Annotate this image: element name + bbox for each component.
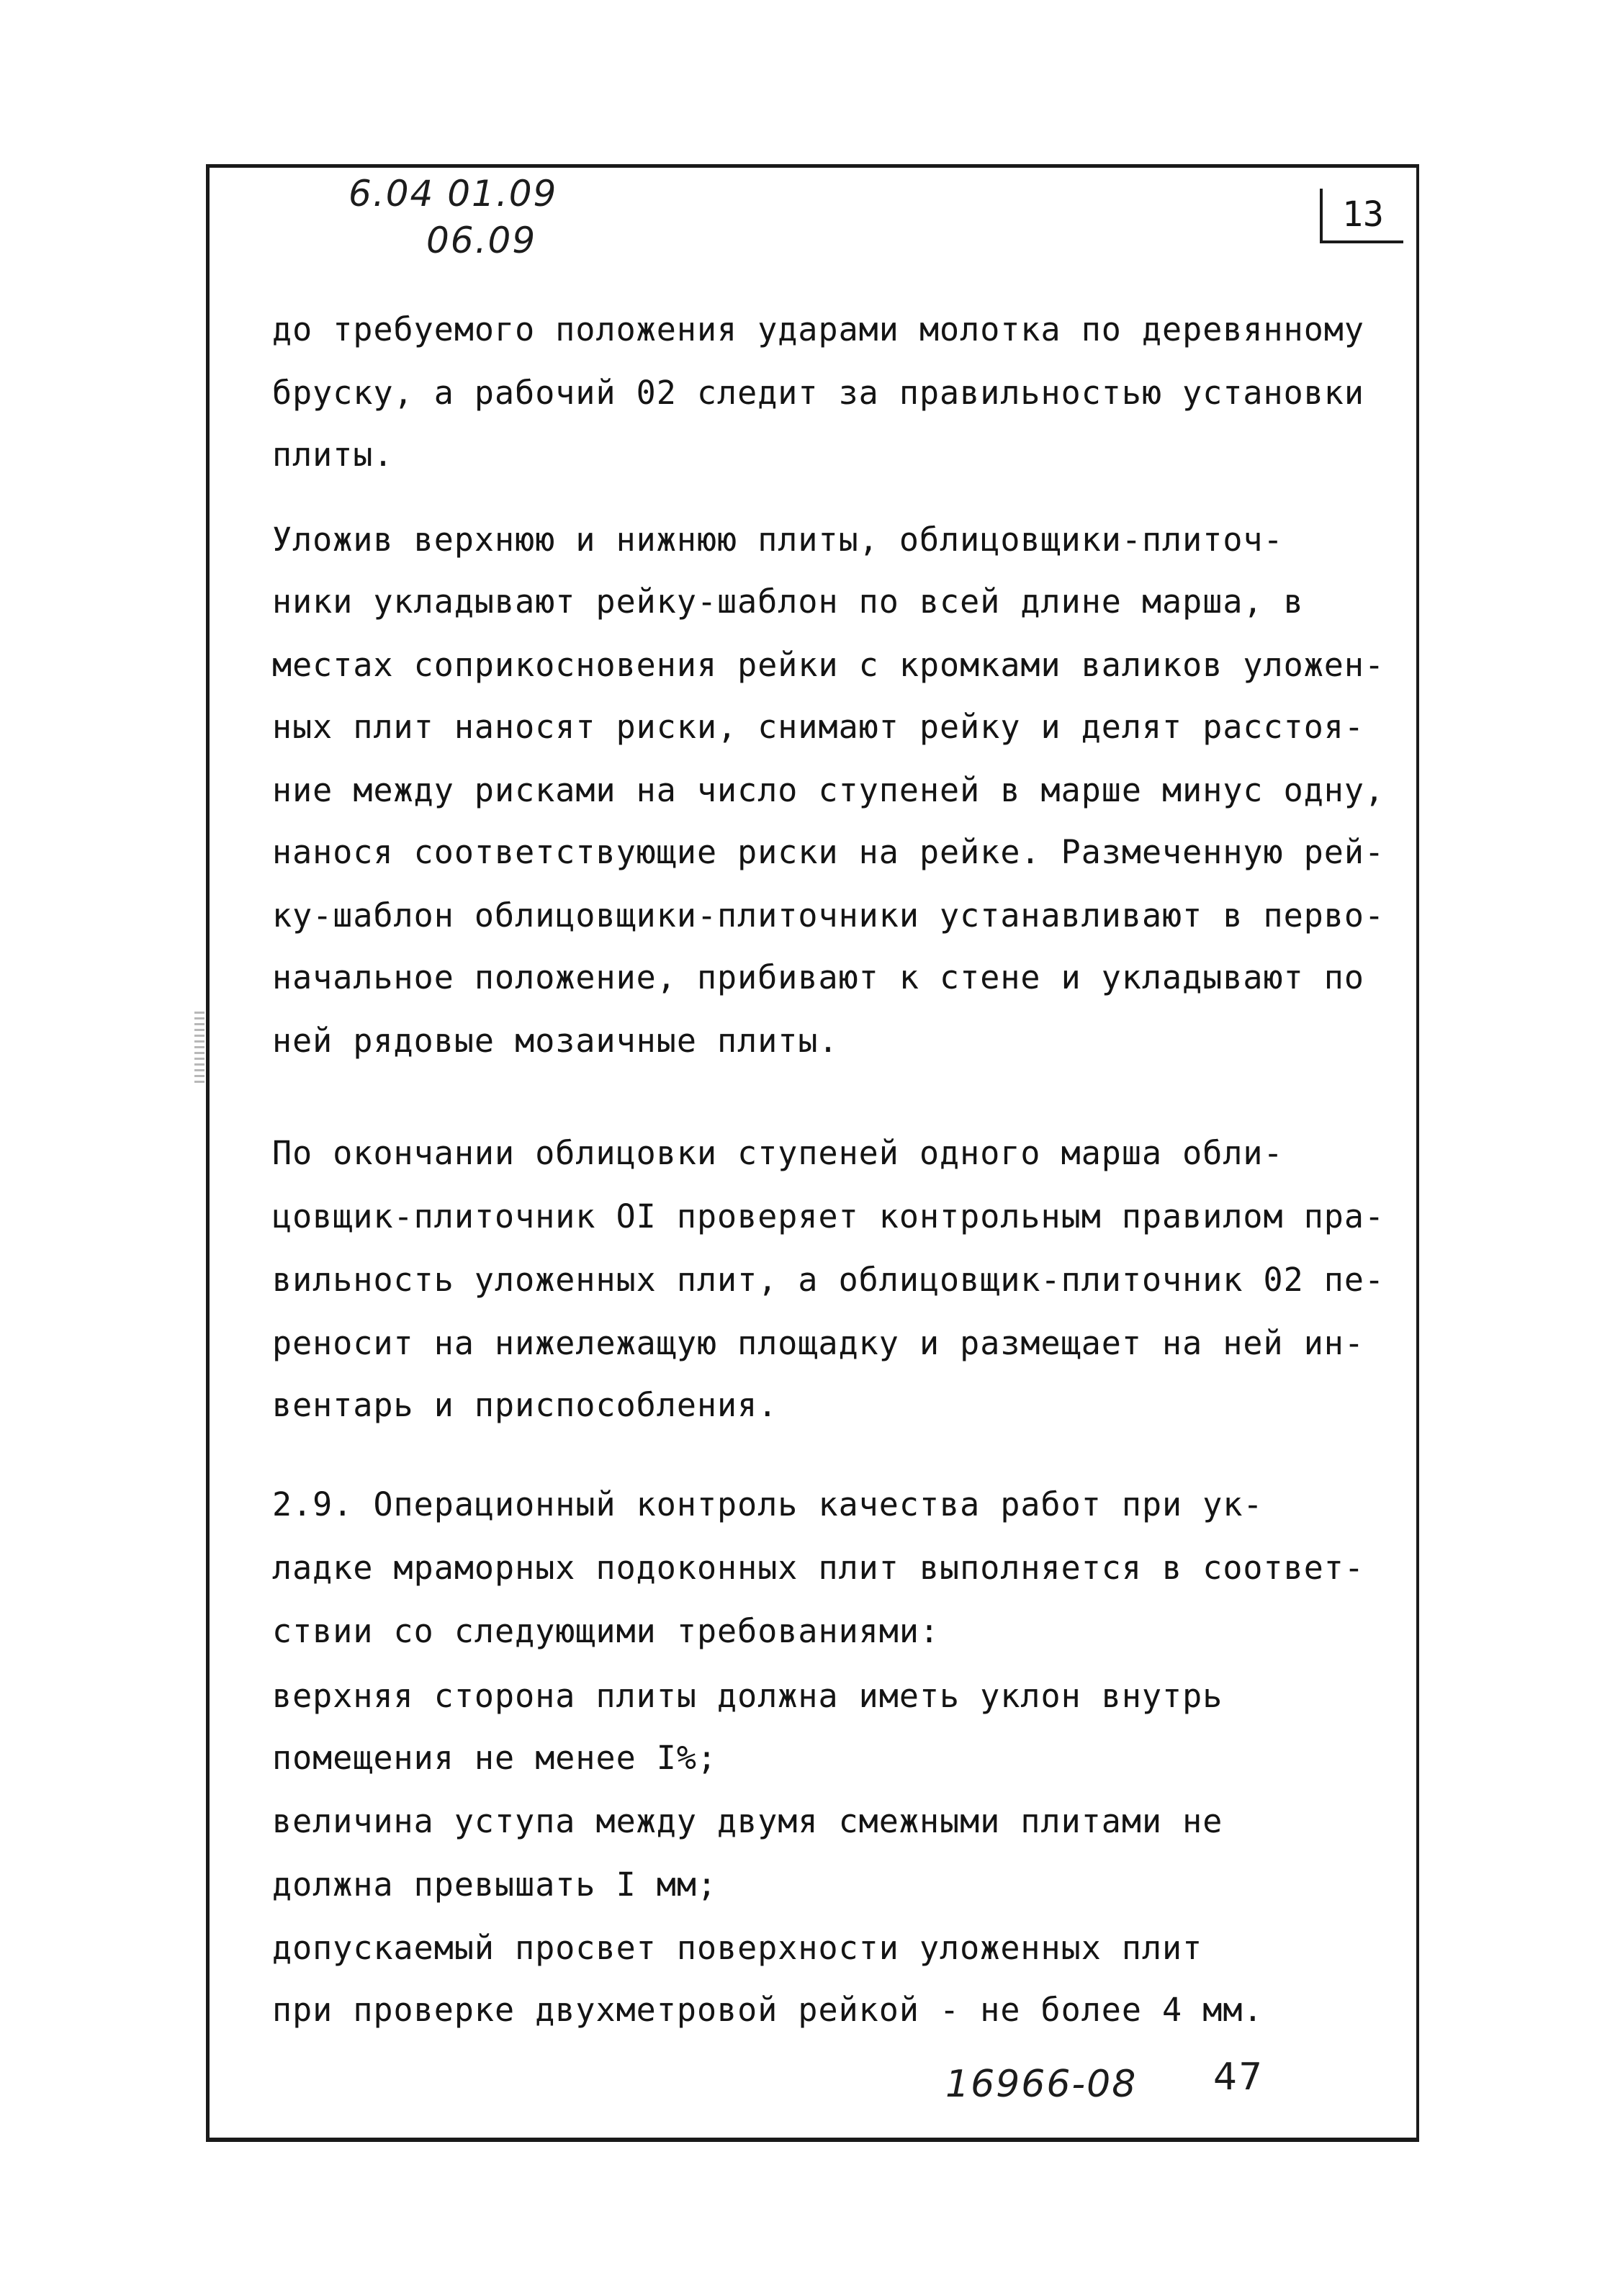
text-line: начальное положение, прибивают к стене и укладывают по: [272, 958, 1364, 996]
text-line: помещения не менее I%;: [272, 1739, 718, 1777]
text-line: вильность уложенных плит, а облицовщик-плиточник 02 пе-: [272, 1261, 1385, 1299]
text-line: ладке мраморных подоконных плит выполняется в соответ-: [272, 1549, 1364, 1587]
text-line: плиты.: [272, 436, 394, 474]
text-line: должна превышать I мм;: [272, 1865, 718, 1904]
text-line: бруску, а рабочий 02 следит за правильностью установки: [272, 374, 1364, 412]
text-line: при проверке двухметровой рейкой - не более 4 мм.: [272, 1991, 1264, 2029]
document-code: 6.04 01.09: [348, 173, 558, 215]
document-code-sub: 06.09: [426, 220, 537, 261]
binding-edge-mark: [194, 1012, 204, 1084]
text-line: нанося соответствующие риски на рейке. Размеченную рей-: [272, 833, 1385, 871]
text-line: ствии со следующими требованиями:: [272, 1612, 940, 1650]
text-line: ней рядовые мозаичные плиты.: [272, 1022, 839, 1060]
text-line: вентарь и приспособления.: [272, 1386, 778, 1424]
text-line: до требуемого положения ударами молотка по деревянному: [272, 310, 1364, 348]
text-line: ных плит наносят риски, снимают рейку и делят расстоя-: [272, 708, 1364, 746]
text-line: ку-шаблон облицовщики-плиточники устанавливают в перво-: [272, 896, 1385, 935]
text-line: По окончании облицовки ступеней одного марша обли-: [272, 1134, 1284, 1172]
text-line: ние между рисками на число ступеней в марше минус одну,: [272, 771, 1385, 809]
text-line: величина уступа между двумя смежными плитами не: [272, 1802, 1223, 1840]
text-line: цовщик-плиточник OI проверяет контрольным правилом пра-: [272, 1197, 1385, 1235]
text-line: 2.9. Операционный контроль качества работ при ук-: [272, 1485, 1264, 1523]
text-line: верхняя сторона плиты должна иметь уклон внутрь: [272, 1677, 1223, 1715]
text-line: реносит на нижележащую площадку и размещает на ней ин-: [272, 1324, 1364, 1362]
text-line: Уложив верхнюю и нижнюю плиты, облицовщики-плиточ-: [272, 521, 1284, 559]
text-line: местах соприкосновения рейки с кромками валиков уложен-: [272, 646, 1385, 684]
inventory-number: 16966-08: [945, 2063, 1138, 2106]
text-line: допускаемый просвет поверхности уложенных плит: [272, 1929, 1203, 1967]
sheet-number: 47: [1213, 2056, 1264, 2099]
page-number: 13: [1320, 189, 1403, 243]
text-line: ники укладывают рейку-шаблон по всей длине марша, в: [272, 582, 1304, 621]
